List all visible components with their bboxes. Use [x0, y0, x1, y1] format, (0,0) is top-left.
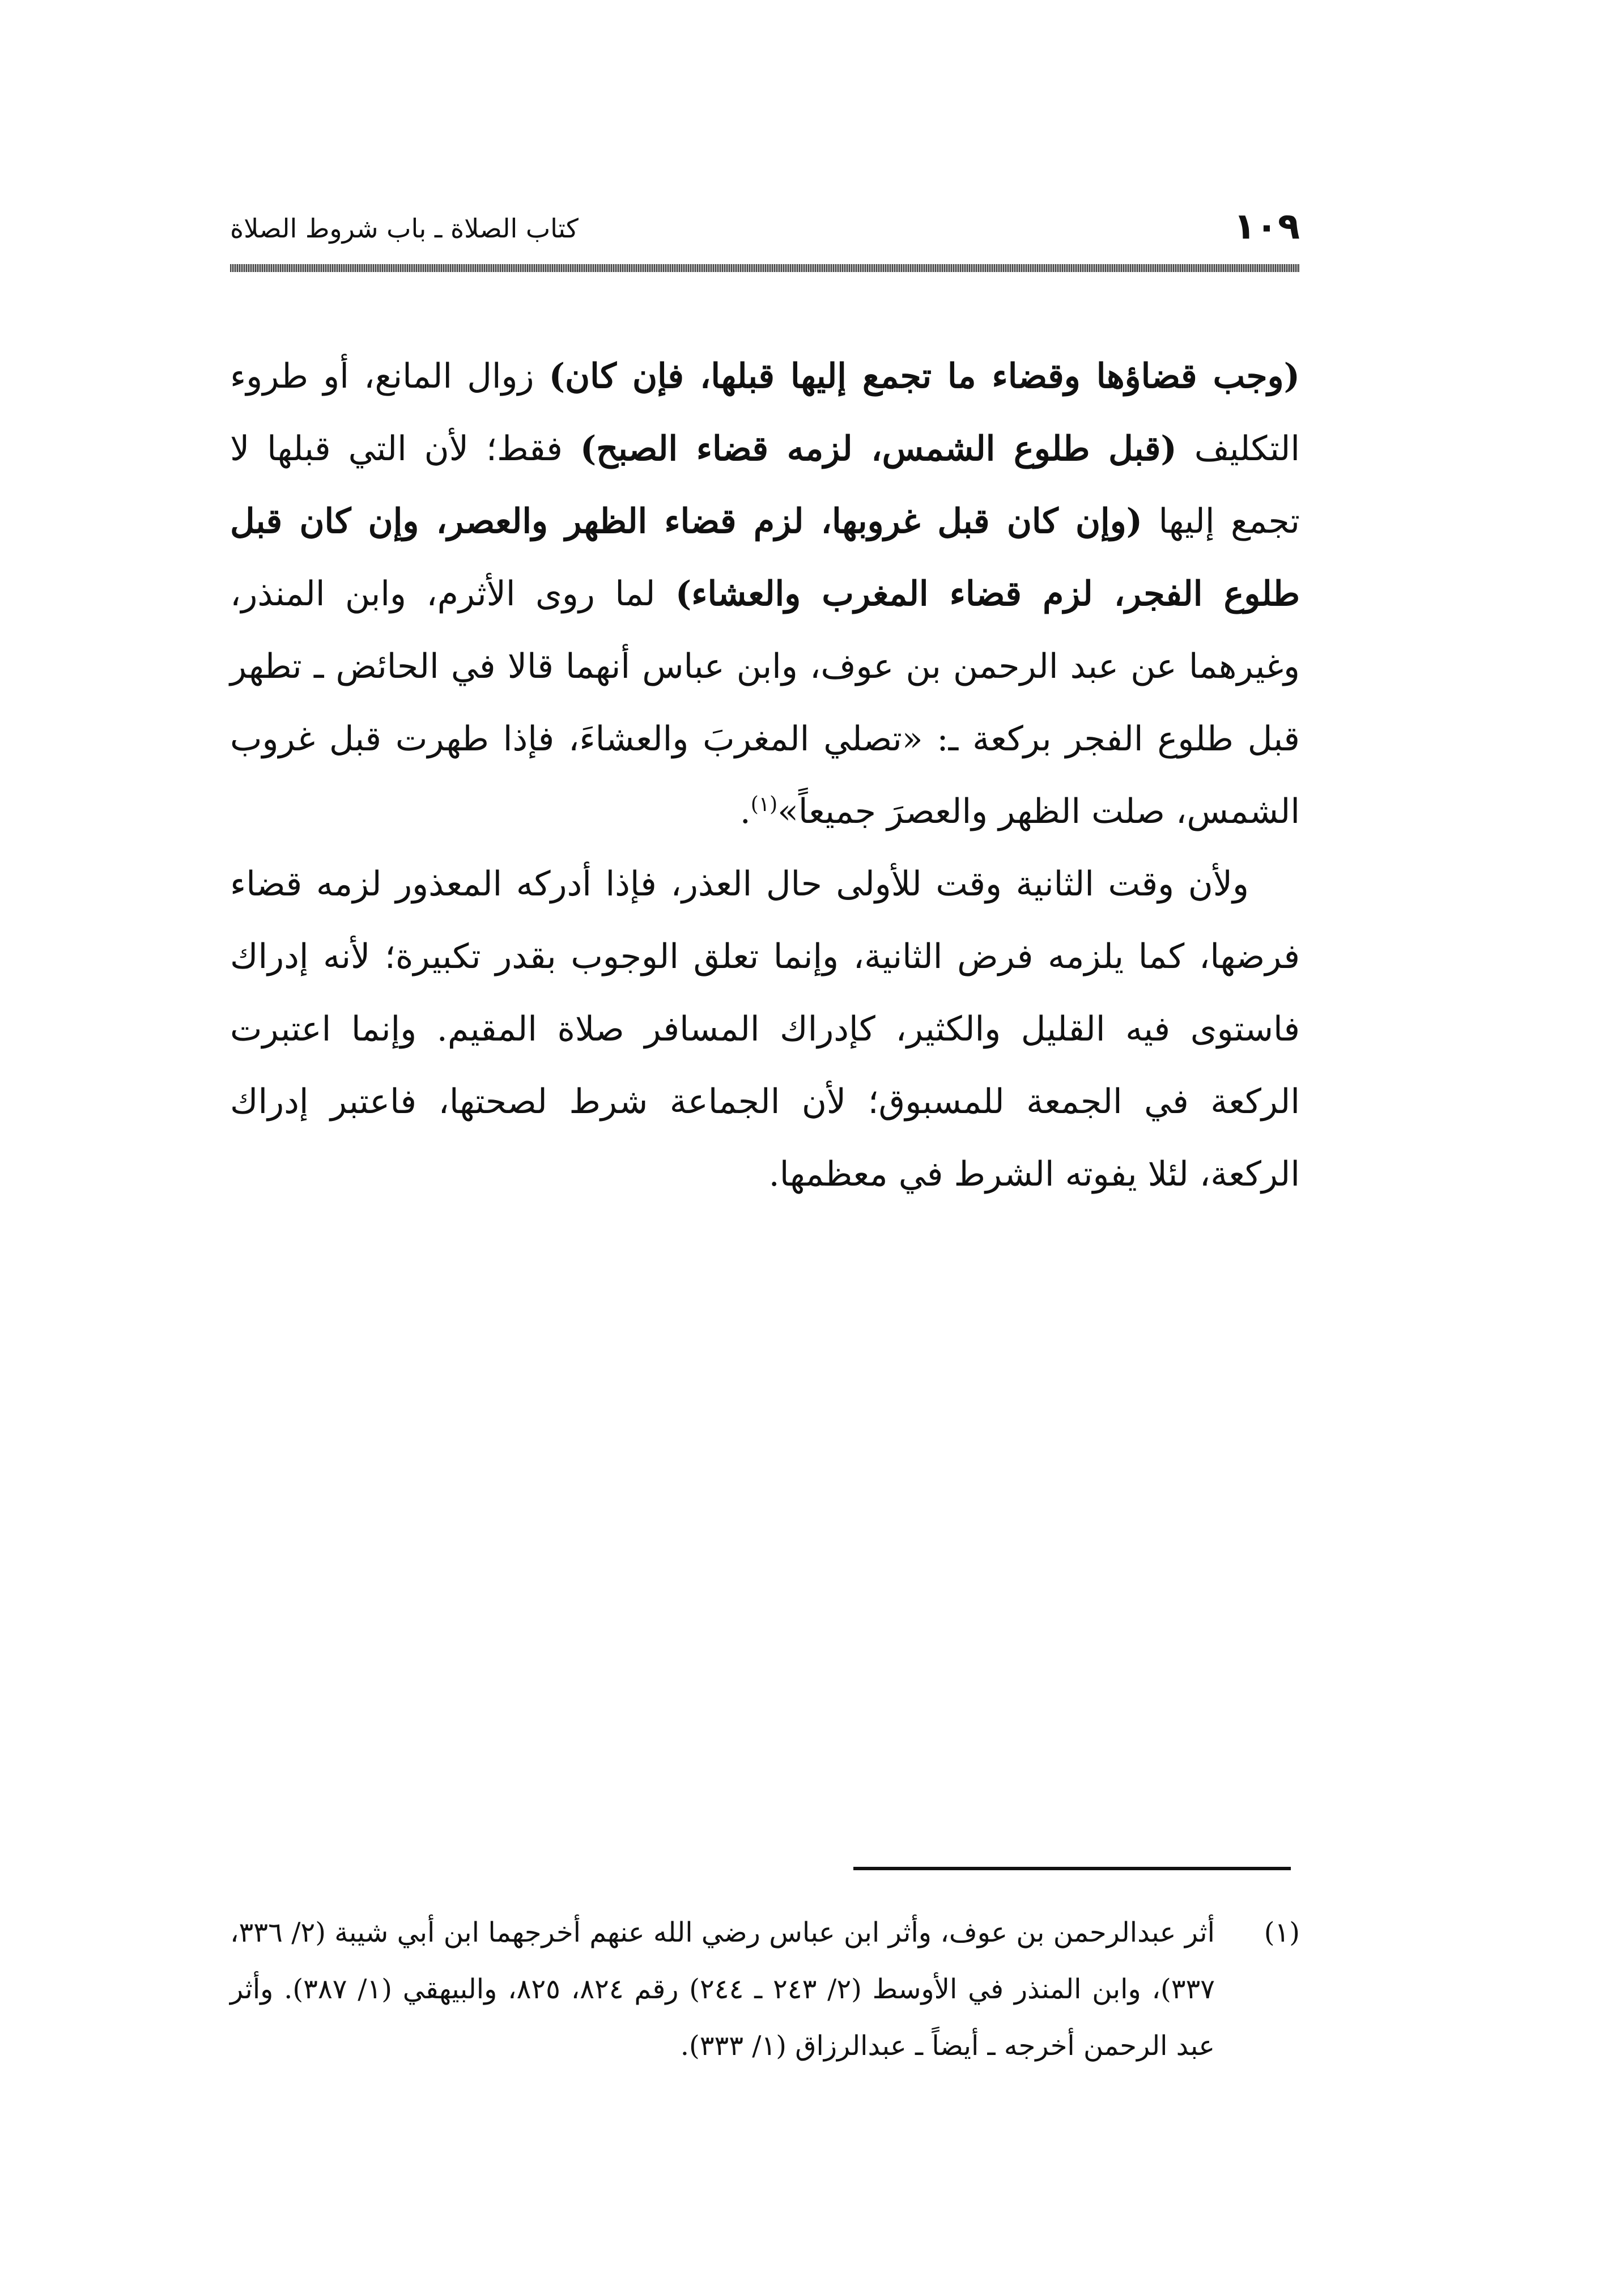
footnote-divider — [853, 1867, 1291, 1870]
matn-segment: (وجب قضاؤها وقضاء ما تجمع إليها قبلها، فإن كان) — [549, 356, 1300, 396]
sharh-segment: زوال المانع، أو طروء التكليف — [230, 356, 1300, 469]
sentence-end: . — [739, 792, 751, 831]
footnotes — [230, 1904, 1300, 2074]
page-number: ١٠٩ — [1233, 206, 1300, 248]
footnote-text: أثر عبدالرحمن بن عوف، وأثر ابن عباس رضي الله عنهم أخرجهما ابن أبي شيبة (٢/ ٣٣٦، ٣٣٧)، وابن المنذر في الأوسط (٢/ ٢٤٣ ـ ٢٤٤) رقم ٨٢٤، ٨٢٥، والبيهقي (١/ ٣٨٧). وأثر عبد الرحمن أخرجه ـ أيضاً ـ عبدالرزاق (١/ ٣٣٣). — [230, 1917, 1215, 2062]
footnote-item — [230, 1904, 1300, 2074]
footnote-reference[interactable]: (١) — [750, 793, 778, 816]
sharh-segment: لما روى الأثرم، وابن المنذر، وغيرهما عن عبد الرحمن بن عوف، وابن عباس أنهما قالا في الحائض ـ تطهر قبل طلوع الفجر بركعة ـ: «تصلي المغربَ والعشاءَ، فإذا طهرت قبل غروب الشمس، صلت الظهر والعصرَ جميعاً» — [230, 574, 1300, 831]
matn-segment: (وإن كان قبل غروبها، لزم قضاء الظهر والعصر، وإن كان قبل طلوع الفجر، لزم قضاء المغرب والعشاء) — [230, 502, 1300, 614]
paragraph-1 — [230, 340, 1300, 848]
running-title: كتاب الصلاة ـ باب شروط الصلاة — [230, 213, 579, 244]
sharh-segment: فقط؛ لأن التي قبلها لا تجمع إليها — [230, 429, 1300, 541]
paragraph-2: ولأن وقت الثانية وقت للأولى حال العذر، فإذا أدركه المعذور لزمه قضاء فرضها، كما يلزمه فرض الثانية، وإنما تعلق الوجوب بقدر تكبيرة؛ لأنه إدراك فاستوى فيه القليل والكثير، كإدراك المسافر صلاة المقيم. وإنما اعتبرت الركعة في الجمعة للمسبوق؛ لأن الجماعة شرط لصحتها، فاعتبر إدراك الركعة، لئلا يفوته الشرط في معظمها. — [230, 864, 1300, 1194]
main-text — [230, 340, 1300, 1211]
footnote-marker: (١) — [1264, 1917, 1300, 1948]
page-header — [230, 201, 1300, 252]
matn-segment: (قبل طلوع الشمس، لزمه قضاء الصبح) — [580, 429, 1177, 469]
header-divider — [230, 264, 1300, 272]
